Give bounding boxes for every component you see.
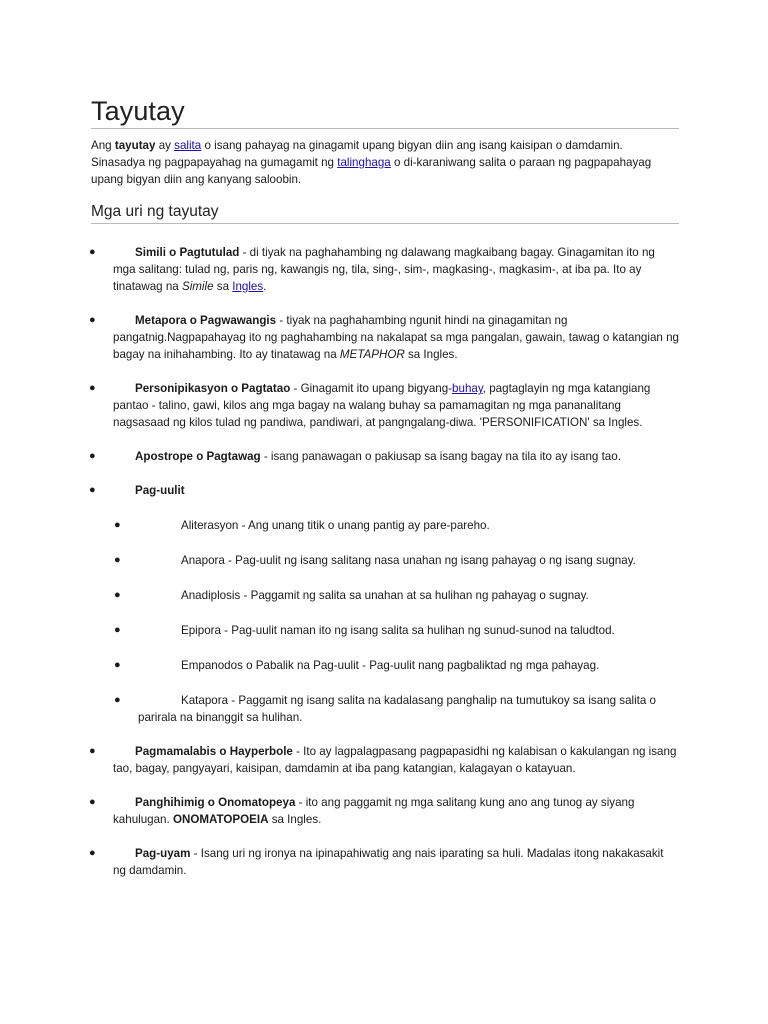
list-item-personipikasyon — [91, 380, 679, 431]
bullet-icon: ● — [114, 694, 121, 706]
sub-item-katapora — [91, 692, 679, 726]
list-item-apostrope — [91, 448, 679, 465]
sub-item-aliterasyon — [91, 517, 679, 534]
item-text: - isang panawagan o pakiusap sa isang bagay na tila ito ay isang tao. — [260, 450, 621, 463]
sub-item-text: Anapora - Pag-uulit ng isang salitang nasa unahan ng isang pahayag o ng isang sugnay. — [181, 554, 636, 567]
sub-item-empanodos — [91, 657, 679, 674]
item-text: , pagtaglayin ng mga katangiang pantao - talino, gawi, kilos ang mga bagay na walang buhay sa pamamagitan ng mga pananalitang nagsasaad ng kilos tulad ng pandiwa, pandiwari, at pangngalang-diwa. 'PERSONIFICATION' sa Ingles. — [113, 382, 651, 429]
item-term: Pag-uyam — [135, 847, 191, 860]
bullet-icon: ● — [89, 796, 96, 808]
intro-text: o di-karaniwang salita o paraan ng pagpapahayag upang bigyan diin ang kanyang saloobin. — [91, 156, 652, 186]
item-emphasis: METAPHOR — [339, 348, 405, 361]
sub-item-text: Anadiplosis - Paggamit ng salita sa unahan at sa hulihan ng pahayag o sugnay. — [181, 589, 589, 602]
bullet-icon: ● — [114, 589, 121, 601]
item-text: - tiyak na paghahambing ngunit hindi na ginagamitan ng pangatnig.Nagpapahayag ito ng paghahambing na nakalapat sa mga pangalan, gawain, tawag o katangian ng bagay na inihahambing. Ito ay tinatawag na — [113, 314, 679, 361]
article — [91, 96, 679, 879]
intro-paragraph — [91, 137, 679, 188]
bullet-icon: ● — [89, 745, 96, 757]
item-text: . — [263, 280, 267, 293]
list-item-simili — [91, 244, 679, 295]
bullet-icon: ● — [114, 624, 121, 636]
page-title: Tayutay — [91, 96, 679, 129]
item-term: Metapora o Pagwawangis — [135, 314, 277, 327]
item-text: sa Ingles. — [404, 348, 458, 361]
sub-item-anapora — [91, 552, 679, 569]
item-emphasis: Simile — [181, 280, 214, 293]
list-item-pag-uulit — [91, 482, 679, 499]
item-strong: ONOMATOPOEIA — [172, 813, 269, 826]
item-text: - di tiyak na paghahambing ng dalawang magkaibang bagay. Ginagamitan ito ng mga salitang: tulad ng, paris ng, kawangis ng, tila, sing-, sim-, magkasing-, magkasim-, at iba pa. Ito ay tinatawag na — [113, 246, 655, 293]
sub-item-text: Epipora - Pag-uulit naman ito ng isang salita sa hulihan ng sunud-sunod na taludtod. — [181, 624, 615, 637]
list-item-pag-uyam — [91, 845, 679, 879]
item-text: sa Ingles. — [268, 813, 322, 826]
bullet-icon: ● — [89, 314, 96, 326]
item-term: Personipikasyon o Pagtatao — [135, 382, 291, 395]
sub-item-text: Aliterasyon - Ang unang titik o unang pantig ay pare-pareho. — [181, 519, 490, 532]
list-item-metapora — [91, 312, 679, 363]
link-ingles[interactable]: Ingles — [232, 280, 264, 293]
item-term: Apostrope o Pagtawag — [135, 450, 261, 463]
item-term: Pag-uulit — [135, 484, 185, 497]
item-text: - Ito ay lagpalagpasang pagpapasidhi ng kalabisan o kakulangan ng isang tao, bagay, pangyayari, kaisipan, damdamin at iba pang katangian, kalagayan o katayuan. — [113, 745, 677, 775]
item-text: sa — [213, 280, 233, 293]
sub-item-text: Katapora - Paggamit ng isang salita na kadalasang panghalip na tumutukoy sa isang salita o parirala na binanggit sa hulihan. — [138, 694, 657, 724]
item-term: Simili o Pagtutulad — [135, 246, 240, 259]
bullet-icon: ● — [89, 847, 96, 859]
item-term: Pagmamalabis o Hayperbole — [135, 745, 293, 758]
bullet-icon: ● — [114, 554, 121, 566]
intro-text: o isang pahayag na ginagamit upang bigyan diin ang isang kaisipan o damdamin. Sinasadya ng pagpapayahag na gumagamit ng — [91, 139, 623, 169]
intro-text: Ang — [91, 139, 115, 152]
list-item-pagmamalabis — [91, 743, 679, 777]
sub-item-epipora — [91, 622, 679, 639]
section-heading: Mga uri ng tayutay — [91, 203, 679, 224]
types-list — [91, 244, 679, 879]
intro-text: ay — [155, 139, 175, 152]
sub-item-text: Empanodos o Pabalik na Pag-uulit - Pag-uulit nang pagbaliktad ng mga pahayag. — [181, 659, 600, 672]
bullet-icon: ● — [114, 519, 121, 531]
sub-item-anadiplosis — [91, 587, 679, 604]
bullet-icon: ● — [89, 246, 96, 258]
bullet-icon: ● — [89, 382, 96, 394]
intro-term: tayutay — [114, 139, 156, 152]
link-talinghaga[interactable]: talinghaga — [337, 156, 391, 169]
item-term: Panghihimig o Onomatopeya — [135, 796, 296, 809]
list-item-panghihimig — [91, 794, 679, 828]
link-buhay[interactable]: buhay — [452, 382, 483, 395]
item-text: - ito ang paggamit ng mga salitang kung ano ang tunog ay siyang kahulugan. — [113, 796, 635, 826]
bullet-icon: ● — [114, 659, 121, 671]
item-text: - Ginagamit ito upang bigyang- — [290, 382, 453, 395]
bullet-icon: ● — [89, 484, 96, 496]
item-text: - Isang uri ng ironya na ipinapahiwatig ang nais iparating sa huli. Madalas itong nakakasakit ng damdamin. — [113, 847, 664, 877]
bullet-icon: ● — [89, 450, 96, 462]
link-salita[interactable]: salita — [174, 139, 202, 152]
